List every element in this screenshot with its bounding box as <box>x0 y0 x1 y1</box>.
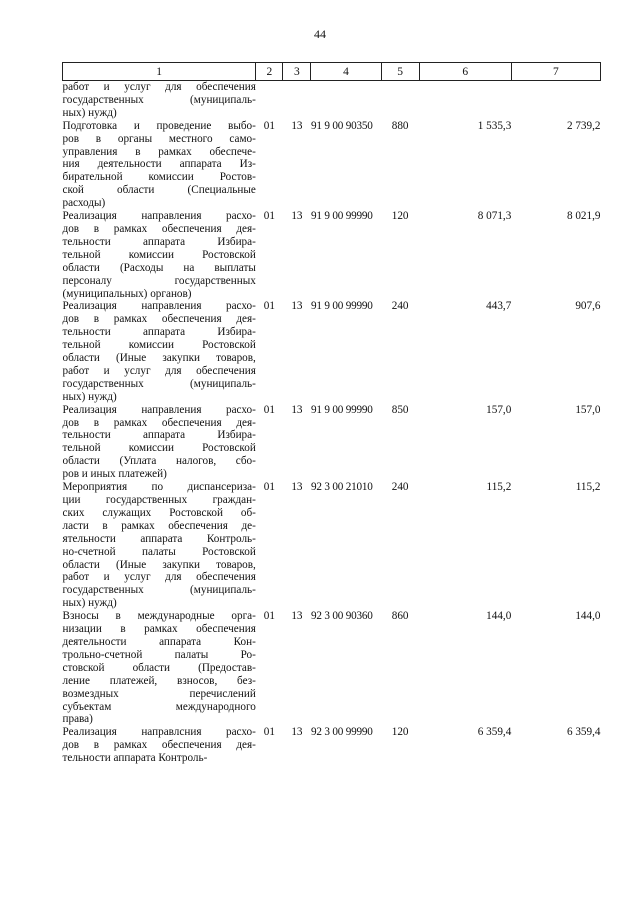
description-line: ния деятельности аппарата Из- <box>62 158 256 171</box>
table-row <box>63 120 601 210</box>
description-line: дов в рамках обеспечения дея- <box>62 222 256 235</box>
table-row <box>63 726 601 765</box>
table-row <box>63 81 601 120</box>
column-header: 7 <box>511 63 600 81</box>
description-line: государственных (муниципаль- <box>62 93 256 106</box>
section-code: 01 <box>263 119 275 132</box>
expense-description <box>63 404 256 481</box>
amount-year-2: 8 021,9 <box>566 210 601 223</box>
description-line: ных) нужд) <box>62 390 117 403</box>
table-row <box>63 210 601 300</box>
subsection-code: 13 <box>291 610 303 623</box>
description-line: тельности аппарата Избира- <box>62 326 256 339</box>
amount-year-2: 6 359,4 <box>566 726 601 739</box>
expense-description <box>63 610 256 726</box>
section-code: 01 <box>263 210 275 223</box>
subsection-code: 13 <box>291 481 303 494</box>
description-line: области (Расходы на выплаты <box>62 261 256 274</box>
section-code: 01 <box>263 300 275 313</box>
description-line: расходы) <box>62 197 106 210</box>
expense-type-code: 240 <box>391 481 409 494</box>
amount-year-1: 6 359,4 <box>477 726 512 739</box>
description-line: ции государственных граждан- <box>62 494 256 506</box>
target-article-code <box>311 81 381 120</box>
description-line: тельной комиссии Ростовской <box>62 339 256 352</box>
subsection-code: 13 <box>291 210 303 223</box>
description-line: трольно-счетной палаты Ро- <box>62 648 256 661</box>
expense-type-code: 860 <box>391 610 409 623</box>
description-line: стовской области (Предостав- <box>62 661 256 674</box>
amount-year-2: 157,0 <box>575 403 601 416</box>
amount-year-2: 144,0 <box>575 610 601 623</box>
table-body <box>63 81 601 766</box>
expense-description <box>63 726 256 765</box>
amount-year-2: 2 739,2 <box>566 119 601 132</box>
page-number: 44 <box>314 27 326 41</box>
description-line: бирательной комиссии Ростов- <box>62 171 256 184</box>
target-article-code: 92 3 00 21010 <box>310 481 373 494</box>
description-line: персоналу государственных <box>62 274 256 287</box>
description-line: Реализация направления расхо- <box>62 210 256 223</box>
amount-year-1: 443,7 <box>486 300 512 313</box>
subsection-code: 13 <box>291 300 303 313</box>
target-article-code: 91 9 00 99990 <box>310 300 373 313</box>
description-line: области (Иные закупки товаров, <box>62 558 256 571</box>
column-number-header <box>63 63 601 81</box>
amount-year-2: 907,6 <box>575 300 601 313</box>
amount-year-2: 115,2 <box>575 481 601 494</box>
budget-table <box>62 62 601 765</box>
description-line: управления в рамках обеспече- <box>62 145 256 158</box>
expense-description <box>63 81 256 120</box>
description-line: но-счетной палаты Ростовской <box>62 545 256 558</box>
description-line: субъектам международного <box>62 700 256 713</box>
description-line: ных) нужд) <box>62 597 117 610</box>
subsection-code <box>283 81 311 120</box>
subsection-code: 13 <box>291 119 303 132</box>
expense-type-code: 880 <box>391 119 409 132</box>
description-line: области (Иные закупки товаров, <box>62 352 256 365</box>
target-article-code: 92 3 00 99990 <box>310 726 373 739</box>
description-line: ских служащих Ростовской об- <box>62 506 256 519</box>
description-line: ласти в рамках обеспечения де- <box>62 519 256 532</box>
description-line: тельности аппарата Контроль- <box>62 752 208 765</box>
subsection-code: 13 <box>291 403 303 416</box>
description-line: дов в рамках обеспечения дея- <box>62 313 256 326</box>
amount-year-2 <box>511 81 600 120</box>
description-line: работ и услуг для обеспечения <box>62 81 256 93</box>
description-line: Подготовка и проведение выбо- <box>62 119 256 132</box>
description-line: ление платежей, взносов, без- <box>62 674 256 687</box>
section-code: 01 <box>263 726 275 739</box>
description-line: тельной комиссии Ростовской <box>62 442 256 455</box>
column-header: 1 <box>63 63 256 81</box>
description-line: дов в рамках обеспечения дея- <box>62 739 256 752</box>
section-code: 01 <box>263 403 275 416</box>
description-line: дов в рамках обеспечения дея- <box>62 416 256 429</box>
table-row <box>63 610 601 726</box>
description-line: области (Уплата налогов, сбо- <box>62 455 256 468</box>
expense-type-code: 240 <box>391 300 409 313</box>
description-line: Взносы в международные орга- <box>62 610 256 623</box>
expense-type-code: 850 <box>391 403 409 416</box>
target-article-code: 91 9 00 99990 <box>310 403 373 416</box>
description-line: Мероприятия по диспансериза- <box>62 481 256 494</box>
amount-year-1: 157,0 <box>486 403 512 416</box>
description-line: ров и иных платежей) <box>62 468 167 481</box>
column-header: 5 <box>381 63 419 81</box>
description-line: права) <box>62 713 93 726</box>
description-line: Реализация направления расхо- <box>62 403 256 416</box>
target-article-code: 91 9 00 99990 <box>310 210 373 223</box>
column-header: 4 <box>311 63 381 81</box>
expense-description <box>63 210 256 300</box>
expense-description <box>63 481 256 610</box>
description-line: низации в рамках обеспечения <box>62 623 256 636</box>
amount-year-1: 1 535,3 <box>477 119 512 132</box>
section-code <box>256 81 283 120</box>
description-line: Реализация направлсния расхо- <box>62 726 256 739</box>
expense-description <box>63 120 256 210</box>
expense-type-code: 120 <box>391 210 409 223</box>
table-row <box>63 481 601 610</box>
description-line: тельной комиссии Ростовской <box>62 248 256 261</box>
description-line: государственных (муниципаль- <box>62 377 256 390</box>
description-line: ской области (Специальные <box>62 184 256 197</box>
target-article-code: 92 3 00 90360 <box>310 610 373 623</box>
description-line: тельности аппарата Избира- <box>62 429 256 442</box>
expense-type-code <box>381 81 419 120</box>
table-row <box>63 300 601 403</box>
description-line: ров в органы местного само- <box>62 132 256 145</box>
column-header: 6 <box>419 63 511 81</box>
amount-year-1: 144,0 <box>486 610 512 623</box>
table-row <box>63 404 601 481</box>
description-line: возмездных перечислений <box>62 687 256 700</box>
description-line: деятельности аппарата Кон- <box>62 635 256 648</box>
subsection-code: 13 <box>291 726 303 739</box>
expense-description <box>63 300 256 403</box>
description-line: ятельности аппарата Контроль- <box>62 532 256 545</box>
description-line: государственных (муниципаль- <box>62 584 256 597</box>
section-code: 01 <box>263 481 275 494</box>
description-line: работ и услуг для обеспечения <box>62 364 256 377</box>
column-header: 3 <box>283 63 311 81</box>
description-line: тельности аппарата Избира- <box>62 235 256 248</box>
expense-type-code: 120 <box>391 726 409 739</box>
target-article-code: 91 9 00 90350 <box>310 119 373 132</box>
amount-year-1: 8 071,3 <box>477 210 512 223</box>
amount-year-1: 115,2 <box>486 481 512 494</box>
description-line: работ и услуг для обеспечения <box>62 571 256 584</box>
description-line: ных) нужд) <box>62 106 117 119</box>
description-line: (муниципальных) органов) <box>62 287 192 300</box>
amount-year-1 <box>419 81 511 120</box>
description-line: Реализация направления расхо- <box>62 300 256 313</box>
section-code: 01 <box>263 610 275 623</box>
column-header: 2 <box>256 63 283 81</box>
